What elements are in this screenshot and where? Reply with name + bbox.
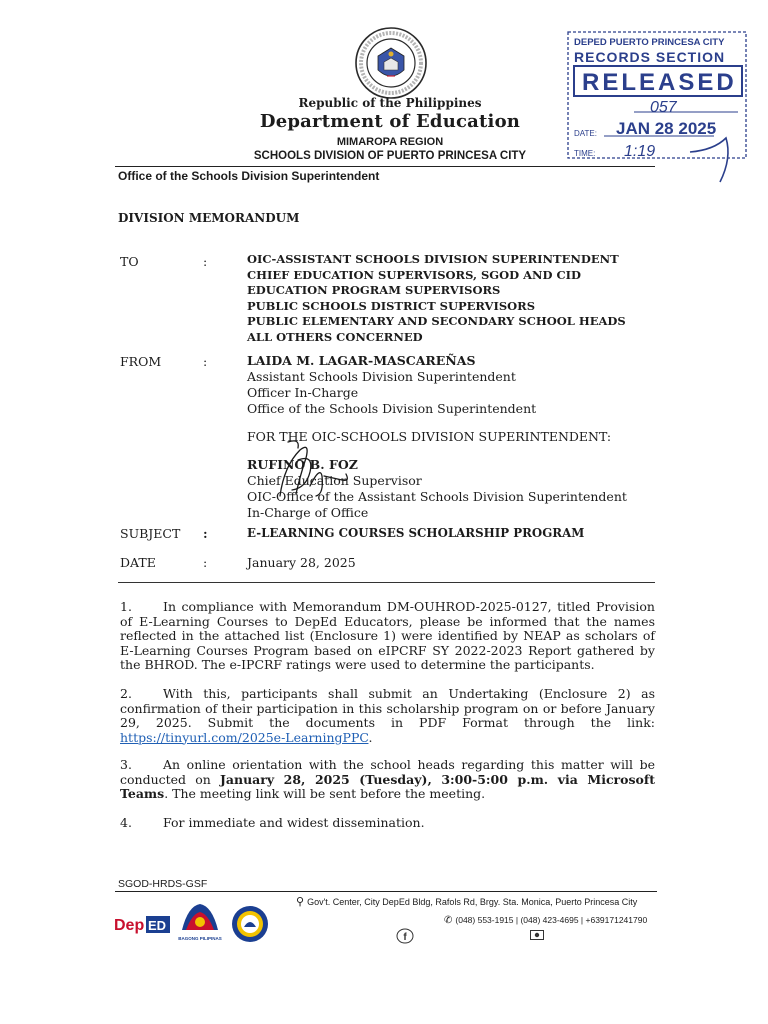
stamp-number: 057 [650,99,677,116]
address-text: Gov't. Center, City DepEd Bldg, Rafols Rd, Brgy. Sta. Monica, Puerto Princesa City [307,897,638,907]
paragraph-number: 4. [120,815,132,830]
svg-text:Dep: Dep [114,917,145,934]
date-label: DATE [120,555,156,570]
deped-logo [112,908,172,942]
bagong-pilipinas-logo [176,900,224,944]
date-value: January 28, 2025 [247,555,356,570]
subject-value: E-LEARNING COURSES SCHOLARSHIP PROGRAM [247,526,585,540]
paragraph-end: . [368,729,373,745]
phone-text: (048) 553-1915 | (048) 423-4695 | +639171241790 [455,915,648,925]
to-recipient: PUBLIC SCHOOLS DISTRICT SUPERVISORS [247,298,536,313]
stamp-time: 1:19 [624,143,656,160]
deped-seal-icon [354,26,428,100]
from-title: Assistant Schools Division Superintendent [247,369,516,384]
stamp-status-text: RELEASED [582,69,737,96]
signatory-title: Chief Education Supervisor [247,473,422,488]
footer-phone [444,915,647,926]
subject-label: SUBJECT [120,526,181,541]
to-colon: : [203,254,208,269]
region-name: MIMAROPA REGION [336,136,444,148]
paragraph-4 [120,816,655,831]
svg-text:f: f [403,932,407,943]
for-line: FOR THE OIC-SCHOOLS DIVISION SUPERINTENDENT: [247,429,612,444]
subject-colon: : [203,526,208,541]
from-name: LAIDA M. LAGAR-MASCAREÑAS [247,353,476,368]
to-recipient: CHIEF EDUCATION SUPERVISORS, SGOD AND CID [247,267,582,282]
records-released-stamp [564,30,750,188]
stamp-section-text: RECORDS SECTION [574,49,726,65]
office-label: Office of the Schools Division Superintendent [118,169,380,183]
paragraph-1 [120,600,655,673]
to-recipient: ALL OTHERS CONCERNED [247,329,423,344]
svg-text:BAGONG PILIPINAS: BAGONG PILIPINAS [178,936,222,941]
location-pin-icon: ⚲ [296,896,305,908]
republic-label: Republic of the Philippines [298,96,482,110]
from-label: FROM [120,354,162,369]
division-name: SCHOOLS DIVISION OF PUERTO PRINCESA CITY [253,150,527,162]
date-colon: : [203,555,208,570]
to-label: TO [120,254,139,269]
submission-link[interactable]: https://tinyurl.com/2025e-LearningPPC [120,729,369,745]
signatory-title: OIC-Office of the Assistant Schools Division Superintendent [247,489,627,504]
paragraph-number: 3. [120,757,132,772]
paragraph-3 [120,758,655,802]
paragraph-text: With this, participants shall submit an Undertaking (Enclosure 2) as confirmation of their participation in this scholarship program on or before January 29, 2025. Submit the documents in PDF Format through the link: [120,686,655,730]
stamp-date-label: DATE: [574,129,597,138]
stamp-office-text: DEPED PUERTO PRINCESA CITY [574,37,725,48]
body-divider [118,582,655,583]
footer-address [296,895,637,908]
to-recipient-list [247,252,626,345]
stamp-date: JAN 28 2025 [616,119,717,138]
from-title: Office of the Schools Division Superintendent [247,401,537,416]
signatory-title: In-Charge of Office [247,505,369,520]
from-title: Officer In-Charge [247,385,359,400]
document-code: SGOD-HRDS-GSF [118,878,208,890]
orientation-schedule: January 28, 2025 (Tuesday), 3:00-5:00 p.m. via Microsoft Teams [120,771,655,801]
to-recipient: EDUCATION PROGRAM SUPERVISORS [247,283,501,297]
svg-text:ED: ED [148,918,167,933]
handwritten-signature [270,436,380,502]
phone-icon: ✆ [444,915,453,926]
to-recipient: OIC-ASSISTANT SCHOOLS DIVISION SUPERINTENDENT [247,252,619,266]
paragraph-text: An online orientation with the school heads regarding this matter will be conducted on [120,757,655,787]
memo-title: DIVISION MEMORANDUM [118,211,300,225]
from-colon: : [203,354,208,369]
to-recipient: PUBLIC ELEMENTARY AND SECONDARY SCHOOL HEADS [247,314,626,328]
paragraph-text: . The meeting link will be sent before the meeting. [164,786,486,801]
stamp-time-label: TIME: [574,149,596,158]
paragraph-number: 2. [120,686,132,701]
paragraph-number: 1. [120,599,132,614]
paragraph-text: In compliance with Memorandum DM-OUHROD-2025-0127, titled Provision of E-Learning Courses to DepEd Educators, please be informed that the names reflected in the attached list (Enclosure 1) were identified by NEAP as scholars of E-Learning Courses Program based on eIPCRF SY 2022-2023 Report gathered by the BHROD. The e-IPCRF ratings were used to determine the participants. [120,599,655,672]
facebook-icon [396,928,414,944]
web-icon [530,930,544,940]
sdo-puerto-princesa-seal [231,905,269,943]
paragraph-2 [120,687,655,745]
signatory-name: RUFINO B. FOZ [247,457,358,472]
paragraph-text: For immediate and widest dissemination. [163,815,425,830]
department-name: Department of Education [259,111,521,132]
footer-divider [115,891,657,892]
